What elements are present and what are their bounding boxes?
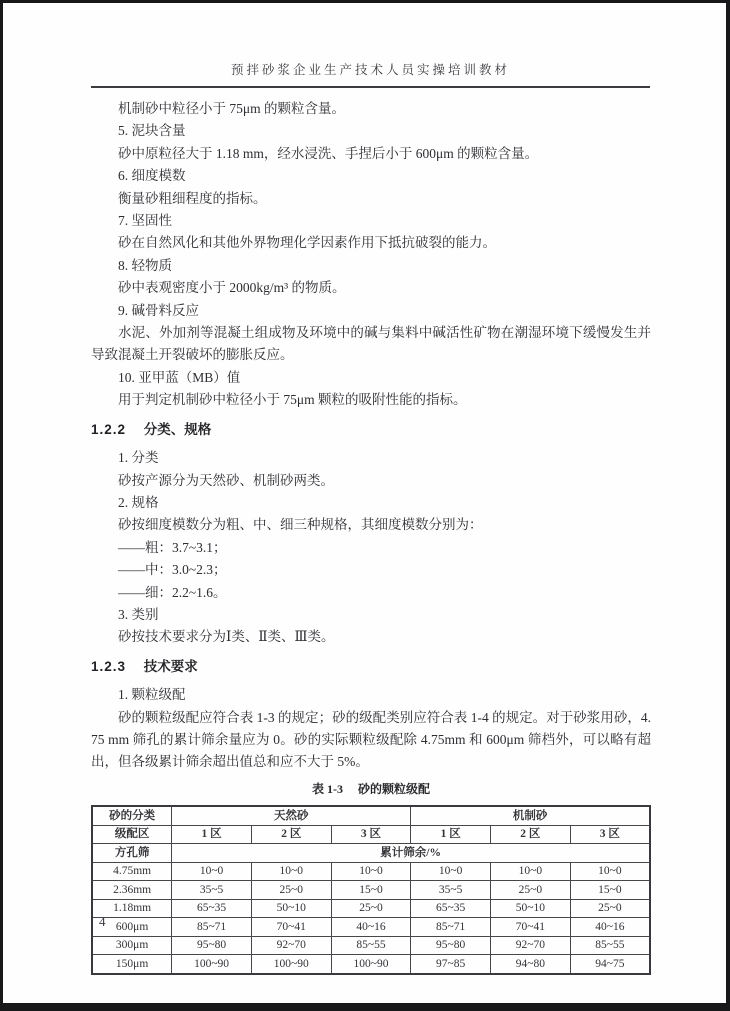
cell-value: 97~85 <box>411 955 491 974</box>
list-item-heading: 1. 颗粒级配 <box>118 687 186 703</box>
table-row <box>92 881 650 900</box>
paragraph: 砂中原粒径大于 1.18 mm，经水浸洗、手捏后小于 600μm 的颗粒含量。 <box>118 145 539 161</box>
cell-sieve-size: 600μm <box>92 918 172 937</box>
cell-value: 40~16 <box>331 918 411 937</box>
page-content <box>91 98 651 975</box>
table-row-residue-header <box>92 844 650 863</box>
cell-value: 25~0 <box>331 899 411 918</box>
table-row <box>92 899 650 918</box>
cell-zone-header: 级配区 <box>92 825 172 844</box>
cell-value: 10~0 <box>331 862 411 881</box>
cell-value: 25~0 <box>570 899 650 918</box>
section-title: 分类、规格 <box>143 421 212 437</box>
list-item-heading: 6. 细度模数 <box>118 168 186 184</box>
cell-value: 10~0 <box>172 862 252 881</box>
section-title: 技术要求 <box>143 658 198 674</box>
list-item-heading: 10. 亚甲蓝（MB）值 <box>118 369 241 385</box>
list-item-heading: 5. 泥块含量 <box>118 123 186 139</box>
dash-list-item: ——粗：3.7~3.1； <box>118 539 227 555</box>
table-number: 表 1-3 <box>311 781 343 796</box>
cell-value: 94~75 <box>570 955 650 974</box>
table-row-zones <box>92 825 650 844</box>
table-row <box>92 918 650 937</box>
table-row <box>92 936 650 955</box>
list-item-heading: 2. 规格 <box>118 494 159 510</box>
cell-value: 10~0 <box>570 862 650 881</box>
cell-value: 100~90 <box>331 955 411 974</box>
cell-value: 25~0 <box>251 881 331 900</box>
cell-zone: 1 区 <box>172 825 252 844</box>
cell-value: 15~0 <box>570 881 650 900</box>
cell-value: 85~55 <box>570 936 650 955</box>
section-number: 1.2.2 <box>91 421 127 437</box>
cell-zone: 2 区 <box>491 825 571 844</box>
list-item-heading: 9. 碱骨料反应 <box>118 302 199 318</box>
cell-value: 65~35 <box>411 899 491 918</box>
cell-value: 50~10 <box>251 899 331 918</box>
list-item-heading: 3. 类别 <box>118 606 159 622</box>
list-item-heading: 1. 分类 <box>118 450 159 466</box>
cell-value: 92~70 <box>251 936 331 955</box>
cell-value: 100~90 <box>172 955 252 974</box>
cell-sieve-size: 300μm <box>92 936 172 955</box>
paragraph: 砂按细度模数分为粗、中、细三种规格，其细度模数分别为： <box>118 517 483 533</box>
cell-value: 70~41 <box>251 918 331 937</box>
cell-value: 94~80 <box>491 955 571 974</box>
cell-sieve-header: 方孔筛 <box>92 844 172 863</box>
paragraph: 机制砂中粒径小于 75μm 的颗粒含量。 <box>118 101 345 116</box>
table-row <box>92 955 650 974</box>
table-row <box>92 862 650 881</box>
list-item-heading: 8. 轻物质 <box>118 257 172 273</box>
paragraph: 衡量砂粗细程度的指标。 <box>118 190 267 206</box>
paragraph: 砂按产源分为天然砂、机制砂两类。 <box>118 472 334 488</box>
cell-value: 35~5 <box>172 881 252 900</box>
cell-value: 85~55 <box>331 936 411 955</box>
cell-value: 92~70 <box>491 936 571 955</box>
cell-value: 10~0 <box>491 862 571 881</box>
page-number: 4 <box>99 914 106 929</box>
running-head-title: 预拌砂浆企业生产技术人员实操培训教材 <box>91 60 650 88</box>
dash-list-item: ——中：3.0~2.3； <box>118 562 227 578</box>
paragraph: 砂按技术要求分为Ⅰ类、Ⅱ类、Ⅲ类。 <box>118 629 335 645</box>
cell-value: 25~0 <box>491 881 571 900</box>
cell-value: 10~0 <box>251 862 331 881</box>
page <box>3 3 726 1003</box>
cell-zone: 1 区 <box>411 825 491 844</box>
cell-residue-header: 累计筛余/% <box>172 844 650 863</box>
cell-value: 70~41 <box>491 918 571 937</box>
cell-sieve-size: 4.75mm <box>92 862 172 881</box>
cell-value: 10~0 <box>411 862 491 881</box>
cell-value: 35~5 <box>411 881 491 900</box>
section-number: 1.2.3 <box>91 658 127 674</box>
cell-value: 85~71 <box>411 918 491 937</box>
table-caption <box>91 778 651 800</box>
cell-value: 65~35 <box>172 899 252 918</box>
cell-group-manufactured-sand: 机制砂 <box>411 806 650 825</box>
cell-value: 95~80 <box>411 936 491 955</box>
dash-list-item: ——细：2.2~1.6。 <box>118 584 227 600</box>
section-heading-1-2-2 <box>91 419 651 441</box>
paragraph: 水泥、外加剂等混凝土组成物及环境中的碱与集料中碱活性矿物在潮湿环境下缓慢发生并导致混凝土开裂破坏的膨胀反应。 <box>91 325 651 363</box>
paragraph: 用于判定机制砂中粒径小于 75μm 颗粒的吸附性能的指标。 <box>118 392 467 408</box>
cell-value: 40~16 <box>570 918 650 937</box>
cell-sieve-size: 1.18mm <box>92 899 172 918</box>
cell-value: 95~80 <box>172 936 252 955</box>
cell-group-natural-sand: 天然砂 <box>172 806 411 825</box>
paragraph: 砂在自然风化和其他外界物理化学因素作用下抵抗破裂的能力。 <box>118 235 496 251</box>
table-title-text: 砂的颗粒级配 <box>357 781 430 796</box>
cell-class-header: 砂的分类 <box>92 806 172 825</box>
paragraph: 砂中表观密度小于 2000kg/m³ 的物质。 <box>118 280 346 296</box>
cell-zone: 3 区 <box>331 825 411 844</box>
list-item-heading: 7. 坚固性 <box>118 213 172 229</box>
cell-value: 85~71 <box>172 918 252 937</box>
sand-gradation-table <box>91 805 651 975</box>
cell-value: 50~10 <box>491 899 571 918</box>
cell-zone: 3 区 <box>570 825 650 844</box>
section-heading-1-2-3 <box>91 656 651 678</box>
cell-zone: 2 区 <box>251 825 331 844</box>
table-row-groups <box>92 806 650 825</box>
cell-sieve-size: 2.36mm <box>92 881 172 900</box>
cell-sieve-size: 150μm <box>92 955 172 974</box>
cell-value: 100~90 <box>251 955 331 974</box>
paragraph: 砂的颗粒级配应符合表 1-3 的规定；砂的级配类别应符合表 1-4 的规定。对于砂浆用砂，4.75 mm 筛孔的累计筛余量应为 0。砂的实际颗粒级配除 4.75mm 和 600μm 筛档外，可以略有超出，但各级累计筛余超出值总和应不大于 5%。 <box>91 709 651 770</box>
cell-value: 15~0 <box>331 881 411 900</box>
